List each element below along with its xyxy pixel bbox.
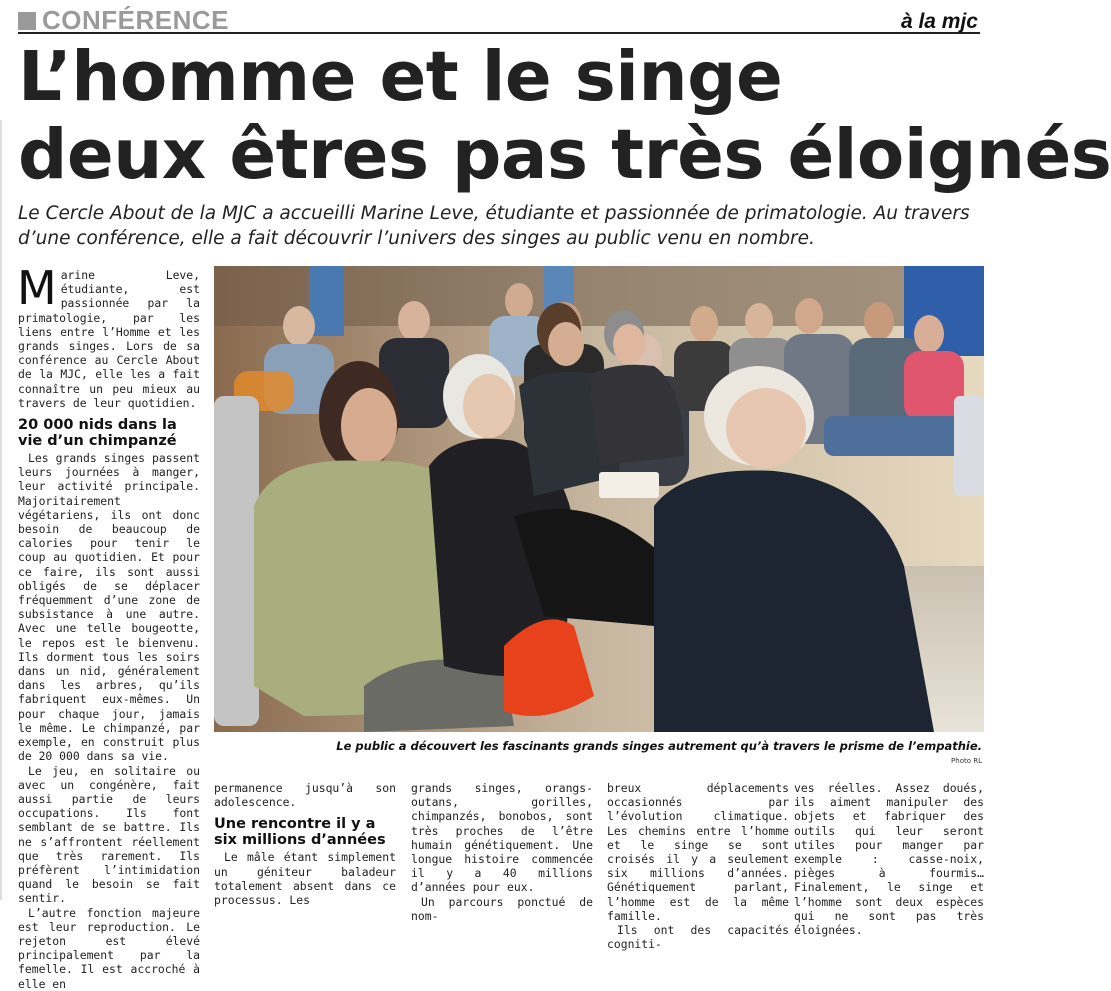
rubric-square-icon	[18, 12, 36, 30]
photo-caption: Le public a découvert les fascinants grands singes autrement qu’à travers le prisme de l’empathie.	[336, 739, 982, 753]
paragraph: permanence jusqu’à son adolescence.	[214, 781, 396, 810]
rubric-location: à la mjc	[900, 10, 978, 33]
rubric-bar	[18, 5, 980, 35]
article-column-3	[411, 781, 593, 923]
article-column-1	[17, 261, 200, 991]
lead-paragraph	[17, 261, 200, 410]
paragraph: L’autre fonction majeure est leur reproduction. Le rejeton est élevé principalement par la femelle. Il est accroché à elle en	[18, 905, 200, 991]
article-column-2	[214, 781, 396, 907]
paragraph: Le mâle étant simplement un géniteur baladeur totalement absent dans ce processus. Les	[214, 850, 396, 908]
chapo: Le Cercle About de la MJC a accueilli Marine Leve, étudiante et passionnée de primatologie. Au travers d’une conférence, elle a fait découvrir l’univers des singes au public venu en nombre.	[18, 203, 970, 249]
headline	[18, 37, 1111, 195]
article-column-4	[607, 781, 789, 951]
subhead-2: Une rencontre il y a six millions d’années	[214, 816, 386, 849]
article-column-5	[794, 781, 984, 937]
paragraph: Ils ont des capacités cogniti-	[607, 923, 789, 952]
dropcap: M	[17, 261, 57, 315]
paragraph: Les grands singes passent leurs journées à manger, leur activité principale. Majoritairement végétariens, ils ont donc besoin de beaucoup de calories pour tenir le coup au quotidien. Et pour ce faire, ils sont aussi obligés de se déplacer fréquemment d’une zone de subsistance à une autre. Avec une telle bougeotte, le repos est le bienvenu. Ils dorment tous les soirs dans un nid, généralement dans les arbres, qu’ils fabriquent eux-mêmes. Un pour chaque jour, jamais le même. Le chimpanzé, par exemple, en construit plus de 20 000 dans sa vie.	[18, 451, 200, 764]
headline-line-1: L’homme et le singe	[18, 37, 783, 117]
rubric-label: CONFÉRENCE	[42, 5, 230, 35]
conference-photo	[214, 266, 984, 732]
page-edge	[0, 120, 2, 900]
photo-credit: Photo RL	[951, 757, 982, 765]
headline-line-2: deux êtres pas très éloignés	[18, 115, 1111, 195]
paragraph: ves réelles. Assez doués, ils aiment manipuler des objets et fabriquer des outils qui leur seront utiles pour manger par exemple : casse-noix, pièges à fourmis… Finalement, le singe et l’homme sont deux espèces qui ne sont pas très éloignées.	[794, 781, 984, 938]
paragraph: Un parcours ponctué de nom-	[411, 894, 593, 923]
paragraph: grands singes, orangs-outans, gorilles, chimpanzés, bonobos, sont très proches de l’être humain génétiquement. Une longue histoire commencée il y a 40 millions d’années pour eux.	[411, 781, 593, 895]
paragraph: breux déplacements occasionnés par l’évolution climatique. Les chemins entre l’homme et le singe se sont croisés il y a seulement six millions d’années. Génétiquement parlant, l’homme est de la même famille.	[607, 781, 789, 923]
lead-text: arine Leve, étudiante, est passionnée par la primatologie, par les liens entre l’Homme et les grands singes. Lors de sa conférence au Cercle About de la MJC, elle les a fait connaître un peu mieux au travers de leur quotidien.	[18, 268, 200, 410]
subhead-1: 20 000 nids dans la vie d’un chimpanzé	[18, 417, 177, 450]
audience-photo-illustration	[214, 266, 984, 732]
paragraph: Le jeu, en solitaire ou avec un congénère, fait aussi partie de leurs occupations. Ils font semblant de se battre. Ils ne s’affrontent réellement que très rarement. Ils préfèrent l’intimidation quand le besoin se fait sentir.	[18, 763, 200, 906]
